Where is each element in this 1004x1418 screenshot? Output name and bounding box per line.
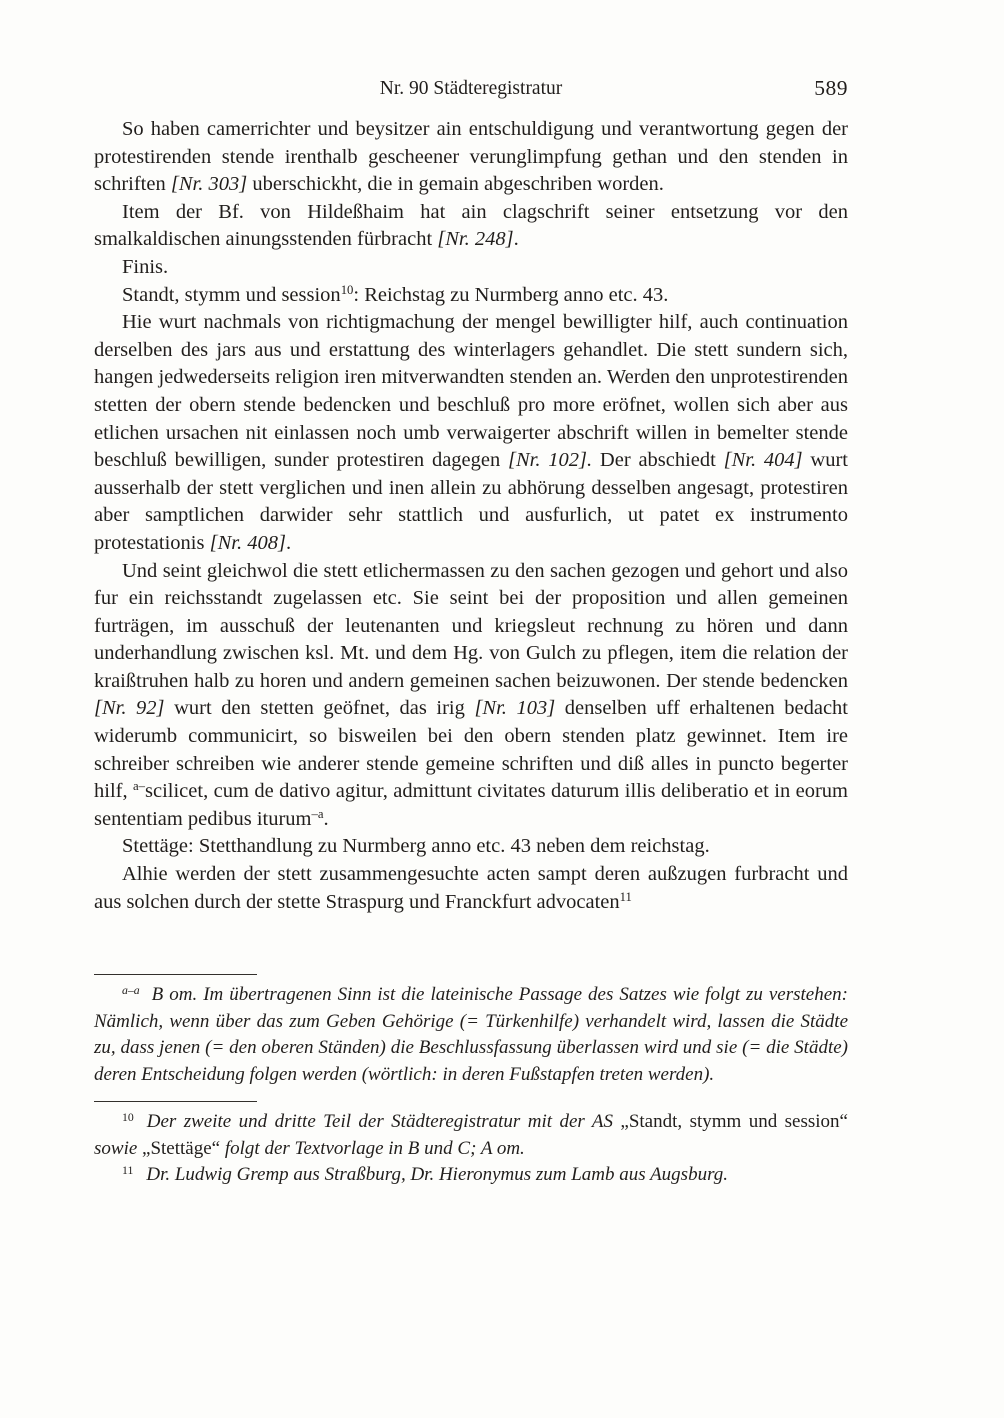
superscript-mark: 11 — [122, 1163, 134, 1177]
superscript-mark: a– — [133, 779, 146, 794]
running-head-title: Nr. 90 Städteregistratur — [379, 78, 563, 99]
text-segment: wurt ausserhalb der stett verglichen und inen allein zu abhörung desselben angesagt, protestiren aber samptlichen darwider sehr stattlich und ausfurlich, ut patet ex instrumento protestationis — [94, 449, 848, 554]
text-segment: „Standt, stymm und session“ — [620, 1111, 848, 1133]
text-segment: Dr. Ludwig Gremp aus Straßburg, Dr. Hieronymus zum Lamb aus Augsburg. — [146, 1164, 729, 1186]
text-segment: B om. Im übertragenen Sinn ist die lateinische Passage des Satzes wie folgt zu verstehen: Nämlich, wenn über das zum Geben Gehörige (= Türkenhilfe) verhandelt wird, lassen die Städte zu, dass jenen (= den oberen Ständen) die Beschlussfassung überlassen wird und sie (= die Städte) deren Entscheidung folgen werden (wörtlich: in deren Fußstapfen treten werden). — [94, 984, 848, 1085]
paragraph — [94, 199, 848, 254]
text-segment: . — [513, 228, 519, 251]
text-segment: Standt, stymm und session — [122, 283, 341, 306]
text-segment: sowie — [94, 1137, 143, 1159]
text-segment: Finis. — [122, 255, 169, 278]
text-segment: [Nr. 92] — [94, 697, 165, 720]
superscript-mark: 10 — [340, 282, 354, 297]
text-segment: denselben uff erhaltenen bedacht widerumb communicirt, so bisweilen bei den obern stenden platz gewinnet. Item ire schreiber schreiben wie anderer stende gemeine schriften und diß alles in puncto begerter hilf, — [94, 697, 849, 803]
paragraph — [94, 116, 848, 199]
superscript-mark: –a — [311, 806, 324, 821]
page-content — [94, 76, 848, 1189]
text-segment: Der zweite und dritte Teil der Städteregistratur mit der AS — [146, 1111, 621, 1133]
paragraph — [94, 282, 848, 310]
body-text — [94, 116, 848, 916]
text-segment: : Reichstag zu Nurmberg anno etc. 43. — [353, 283, 669, 306]
text-segment: Der abschiedt — [592, 449, 724, 472]
text-segment: folgt der Textvorlage in B und C; A om. — [224, 1137, 525, 1159]
paragraph — [94, 254, 848, 282]
page-number: 589 — [814, 76, 848, 100]
text-segment: [Nr. 102]. — [508, 449, 593, 472]
text-segment: [Nr. 303] — [170, 173, 248, 196]
text-segment: [Nr. 404] — [723, 449, 803, 472]
footnote-separator-rule — [94, 1101, 257, 1102]
text-segment: „Stettäge“ — [142, 1137, 225, 1159]
superscript-mark: a–a — [122, 983, 140, 997]
text-segment: [Nr. 248] — [437, 228, 514, 251]
apparatus-note — [94, 982, 848, 1088]
apparatus-separator-rule — [94, 974, 257, 975]
text-segment: . — [285, 531, 292, 554]
text-segment: wurt den stetten geöfnet, das irig — [164, 697, 475, 720]
footnote — [94, 1162, 848, 1189]
text-segment: scilicet, cum de dativo agitur, admittunt civitates daturum illis deliberatio et in eorum sententiam pedibus iturum — [94, 780, 848, 830]
paragraph — [94, 861, 848, 916]
text-segment: Alhie werden der stett zusammengesuchte acten sampt deren außzugen furbracht und aus solchen durch der stette Straspurg und Franckfurt advocaten — [94, 863, 848, 913]
text-segment: Stettäge: Stetthandlung zu Nurmberg anno etc. 43 neben dem reichstag. — [122, 835, 710, 858]
apparatus-section — [94, 974, 848, 1189]
running-head — [94, 76, 848, 108]
footnote — [94, 1109, 848, 1162]
text-segment: Und seint gleichwol die stett etlichermassen zu den sachen gezogen und gehort und also fur ein reichsstandt zugelassen etc. Sie seint bei der proposition und allen gemeinen furträgen, im ausschuß der leutenanten und kriegsleut rechnung zu hören und dann underhandlung zwischen ksl. Mt. und dem Hg. von Gulch zu pflegen, item die relation der kraißtruhen halb zu horen und andern gemeinen sachen beizuwonen. Der stende bedencken — [94, 559, 848, 692]
text-segment: [Nr. 408] — [209, 531, 286, 554]
text-segment: . — [323, 807, 329, 830]
text-segment: uberschickht, die in gemain abgeschriben worden. — [247, 173, 664, 196]
text-segment: Hie wurt nachmals von richtigmachung der mengel bewilligter hilf, auch continuation derselben des jars aus und erstattung des winterlagers gehandlet. Die stett sundern sich, hangen jedwederseits religion iren mitverwandten stenden an. Werden den unprotestirenden stetten der obern stende bedencken und beschluß pro more eröfnet, wollen sich aber aus etlichen ursachen nit einlassen noch umb verwaigerter abschrift willen in bemelter stende beschluß bewilligen, sunder protestiren dagegen — [94, 311, 848, 472]
paragraph — [94, 558, 848, 834]
footnote-list — [94, 1109, 848, 1189]
superscript-mark: 10 — [122, 1110, 134, 1124]
paragraph — [94, 309, 848, 557]
text-segment: Item der Bf. von Hildeßhaim hat ain clagschrift seiner entsetzung vor den smalkaldischen ainungsstenden fürbracht — [94, 200, 848, 251]
text-segment: [Nr. 103] — [474, 697, 556, 720]
paragraph — [94, 833, 848, 861]
text-segment: So haben camerrichter und beysitzer ain entschuldigung und verantwortung gegen der protestirenden stende irenthalb gescheener verunglimpfung gethan und den stenden in schriften — [94, 118, 848, 196]
superscript-mark: 11 — [619, 889, 632, 904]
